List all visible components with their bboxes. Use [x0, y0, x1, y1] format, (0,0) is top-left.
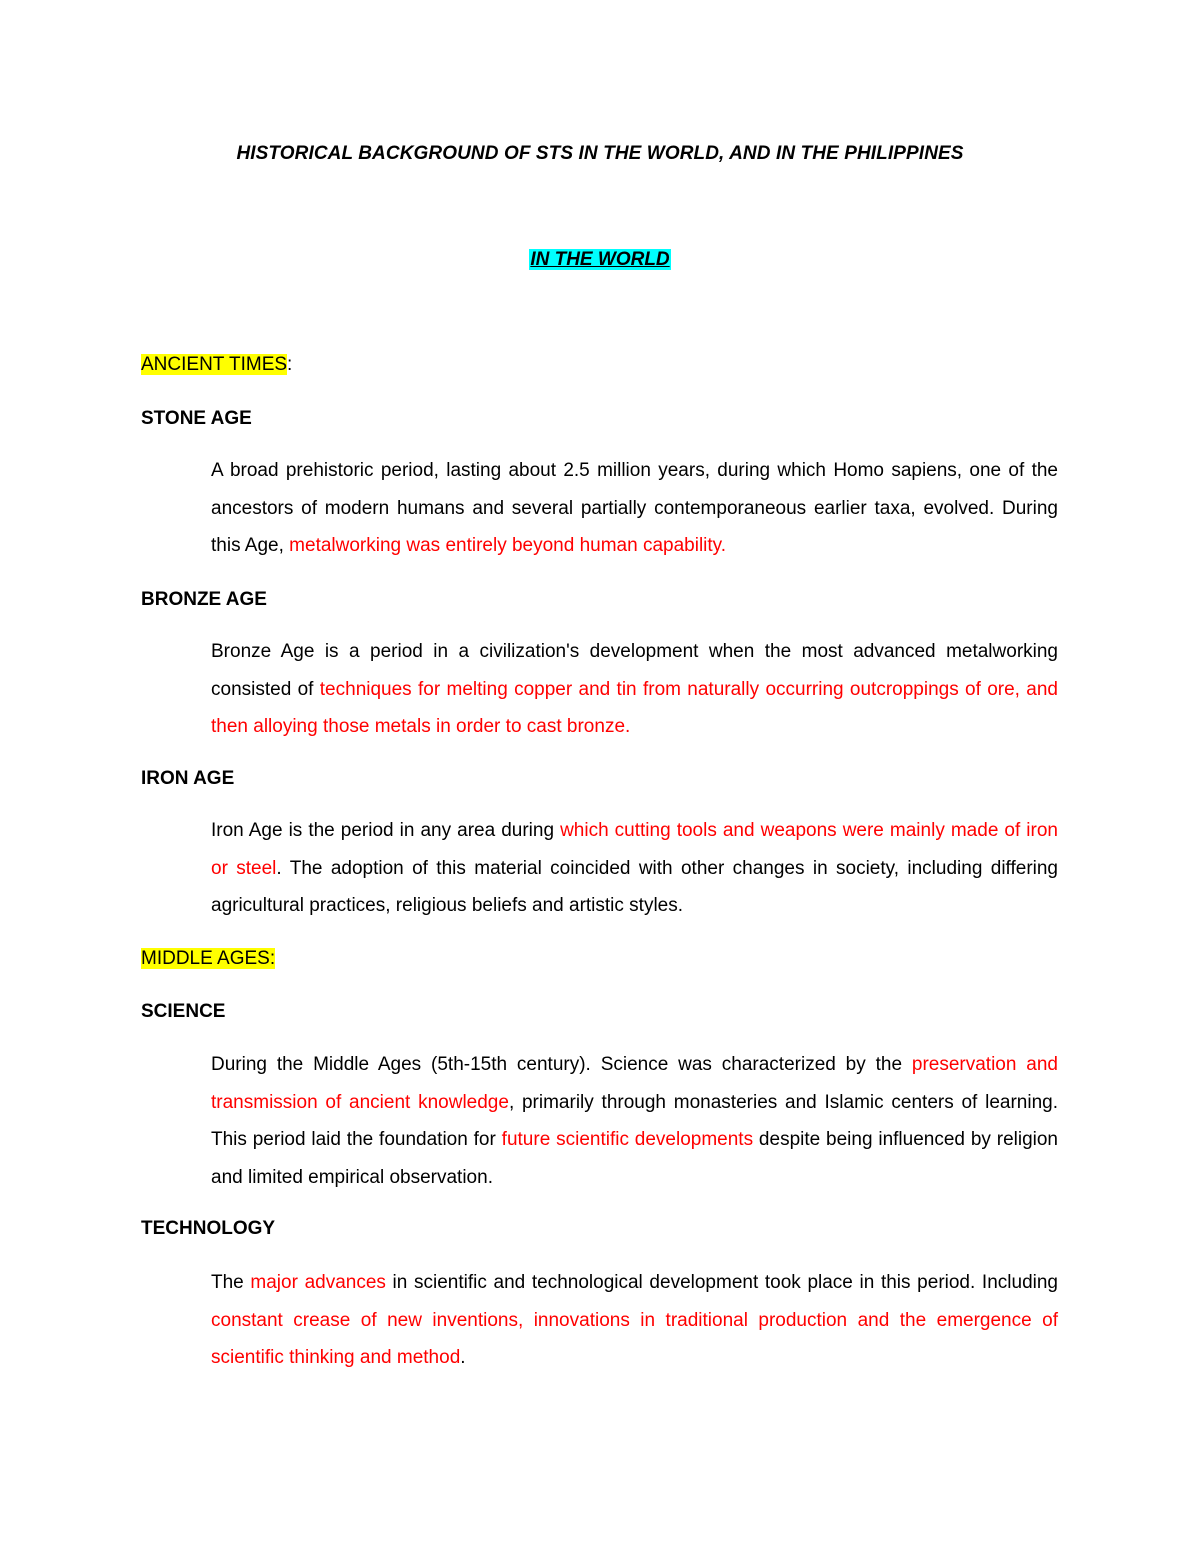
paragraph-emphasis: future scientific developments [501, 1129, 754, 1150]
paragraph-emphasis: which cutting tools and weapons were mainly made of iron or steel [211, 820, 1058, 879]
paragraph-emphasis: techniques for melting copper and tin from naturally occurring outcroppings of ore, and then alloying those metals in order to cast bronze [211, 678, 1058, 737]
paragraph-emphasis: constant crease of new inventions, innovations in traditional production and the emergence of scientific thinking and method [211, 1309, 1058, 1368]
paragraph-stone-age [211, 452, 1058, 565]
paragraph-text: The [211, 1272, 251, 1293]
era-label-middle-ages [141, 948, 275, 970]
paragraph-text: A broad prehistoric period, lasting about 2.5 million years, during which Homo sapiens, one of the ancestors of modern humans and several partially contemporaneous earlier taxa, evolved. During this Age, [211, 460, 1058, 556]
paragraph-text: During the Middle Ages (5th-15th century). Science was characterized by the [211, 1054, 912, 1075]
topic-heading-bronze-age: BRONZE AGE [141, 589, 267, 610]
paragraph-iron-age [211, 812, 1058, 925]
paragraph-text: Iron Age is the period in any area during [211, 820, 561, 841]
paragraph-text: . [625, 716, 631, 737]
paragraph-emphasis: preservation and transmission of ancient knowledge [211, 1054, 1058, 1113]
topic-heading-iron-age: IRON AGE [141, 768, 235, 789]
era-label-highlight: ANCIENT TIMES [141, 354, 288, 375]
era-label-highlight: MIDDLE AGES: [141, 948, 276, 969]
paragraph-text: Bronze Age is a period in a civilization's development when the most advanced metalworking consisted of [211, 641, 1058, 700]
paragraph-text: despite being influenced by religion and limited empirical observation. [211, 1129, 1058, 1188]
topic-heading-science: SCIENCE [141, 1001, 226, 1022]
paragraph-bronze-age [211, 633, 1058, 746]
paragraph-emphasis: metalworking was entirely beyond human capability. [289, 535, 727, 556]
topic-heading-stone-age: STONE AGE [141, 408, 252, 429]
paragraph-science [211, 1046, 1058, 1196]
section-heading-highlight: IN THE WORLD [530, 249, 670, 270]
paragraph-text: in scientific and technological development took place in this period. Including [385, 1272, 1058, 1293]
document-title: HISTORICAL BACKGROUND OF STS IN THE WORLD, AND IN THE PHILIPPINES [236, 143, 964, 164]
paragraph-technology [211, 1264, 1058, 1377]
era-label-suffix: : [287, 354, 293, 375]
paragraph-text: . The adoption of this material coincided with other changes in society, including differing agricultural practices, religious beliefs and artistic styles. [211, 857, 1059, 916]
paragraph-text: . [460, 1347, 466, 1368]
era-label-ancient-times [141, 354, 292, 376]
section-heading-in-the-world [0, 249, 1200, 271]
paragraph-emphasis: major advances [250, 1272, 386, 1293]
paragraph-text: , primarily through monasteries and Islamic centers of learning. This period laid the foundation for [211, 1091, 1058, 1150]
topic-heading-technology: TECHNOLOGY [141, 1218, 276, 1239]
